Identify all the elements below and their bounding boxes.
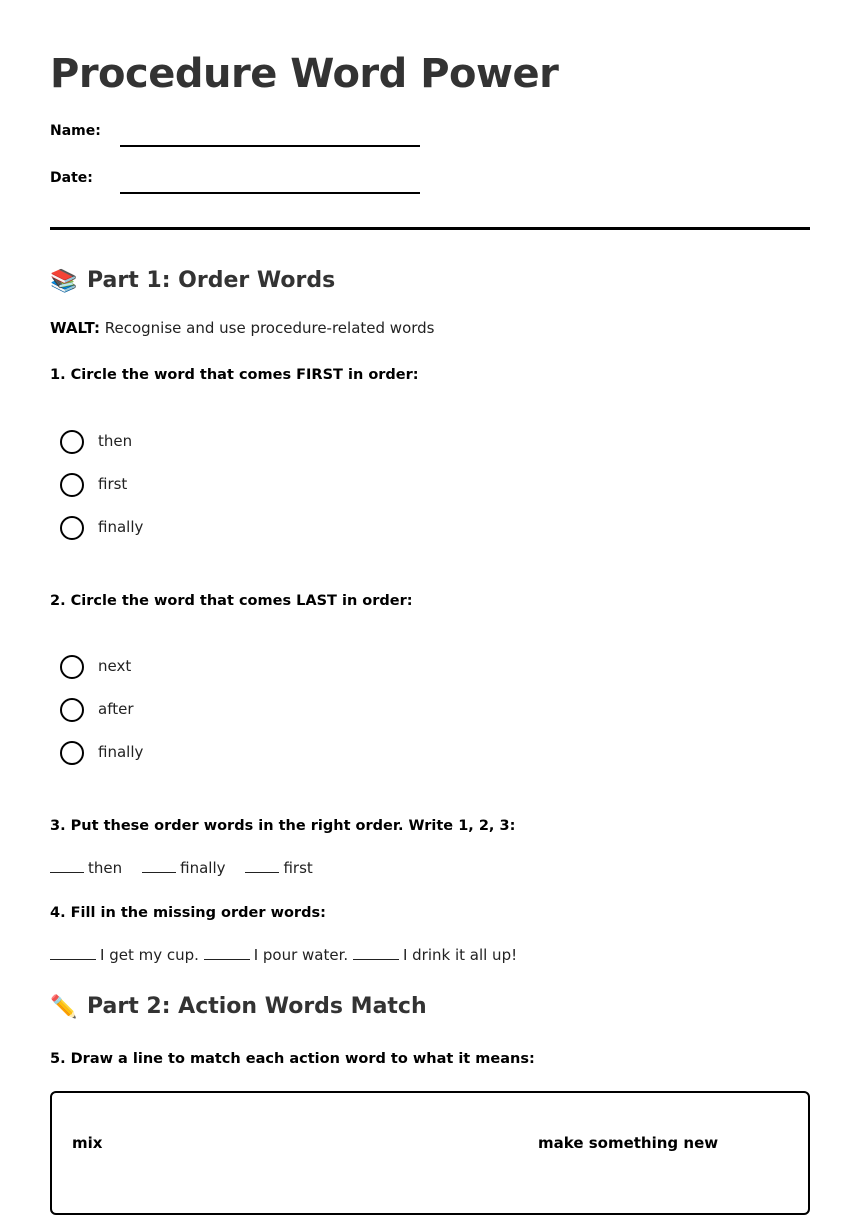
q2-circle-next[interactable]	[60, 655, 84, 679]
part2-heading-text: Part 2: Action Words Match	[87, 994, 427, 1019]
q2-option-finally[interactable]	[60, 741, 360, 767]
question-3-prompt: 3. Put these order words in the right order. Write 1, 2, 3:	[50, 818, 516, 834]
q4-blank[interactable]	[204, 945, 250, 960]
q2-circle-finally[interactable]	[60, 741, 84, 765]
q4-sentence: I pour water.	[253, 946, 349, 964]
q4-sentence: I drink it all up!	[402, 946, 518, 964]
q4-blank[interactable]	[50, 945, 96, 960]
worksheet-title: Procedure Word Power	[50, 51, 559, 97]
q4-sentence: I get my cup.	[100, 946, 199, 964]
question-1-prompt: 1. Circle the word that comes FIRST in order:	[50, 367, 419, 383]
walt-text: Recognise and use procedure-related words	[99, 319, 435, 337]
q1-option-label: first	[98, 475, 128, 493]
question-2-prompt: 2. Circle the word that comes LAST in order:	[50, 593, 413, 609]
q2-option-next[interactable]	[60, 655, 360, 681]
q3-word: then	[88, 859, 123, 877]
date-write-line[interactable]	[120, 192, 420, 194]
pencil-icon: ✏️	[50, 995, 78, 1020]
walt-statement	[50, 318, 434, 338]
matching-box[interactable]	[50, 1091, 810, 1215]
action-meaning[interactable]: make something new	[538, 1134, 719, 1152]
books-icon: 📚	[50, 269, 78, 294]
q1-circle-then[interactable]	[60, 430, 84, 454]
q2-option-label: next	[98, 657, 132, 675]
name-field-row	[50, 121, 470, 151]
q3-word: first	[283, 859, 313, 877]
q3-answer-line	[50, 858, 313, 878]
name-write-line[interactable]	[120, 145, 420, 147]
q3-blank[interactable]	[50, 858, 84, 873]
q1-option-label: then	[98, 432, 133, 450]
q1-option-finally[interactable]	[60, 516, 360, 542]
q2-option-after[interactable]	[60, 698, 360, 724]
q1-option-label: finally	[98, 518, 144, 536]
q2-option-label: finally	[98, 743, 144, 761]
date-field-row	[50, 168, 470, 198]
q1-option-first[interactable]	[60, 473, 360, 499]
q4-blank[interactable]	[353, 945, 399, 960]
walt-label: WALT:	[50, 319, 100, 337]
action-word[interactable]: mix	[72, 1134, 103, 1152]
part1-heading-text: Part 1: Order Words	[87, 268, 336, 293]
name-label: Name:	[50, 123, 101, 139]
q1-circle-first[interactable]	[60, 473, 84, 497]
q1-option-then[interactable]	[60, 430, 360, 456]
q4-answer-line	[50, 945, 517, 965]
q2-circle-after[interactable]	[60, 698, 84, 722]
header-divider	[50, 227, 810, 230]
q3-blank[interactable]	[245, 858, 279, 873]
q2-option-label: after	[98, 700, 134, 718]
question-5-prompt: 5. Draw a line to match each action word to what it means:	[50, 1051, 535, 1067]
part2-heading	[50, 993, 427, 1022]
q3-word: finally	[180, 859, 226, 877]
q1-circle-finally[interactable]	[60, 516, 84, 540]
question-4-prompt: 4. Fill in the missing order words:	[50, 905, 326, 921]
q3-blank[interactable]	[142, 858, 176, 873]
part1-heading	[50, 267, 335, 296]
date-label: Date:	[50, 170, 93, 186]
